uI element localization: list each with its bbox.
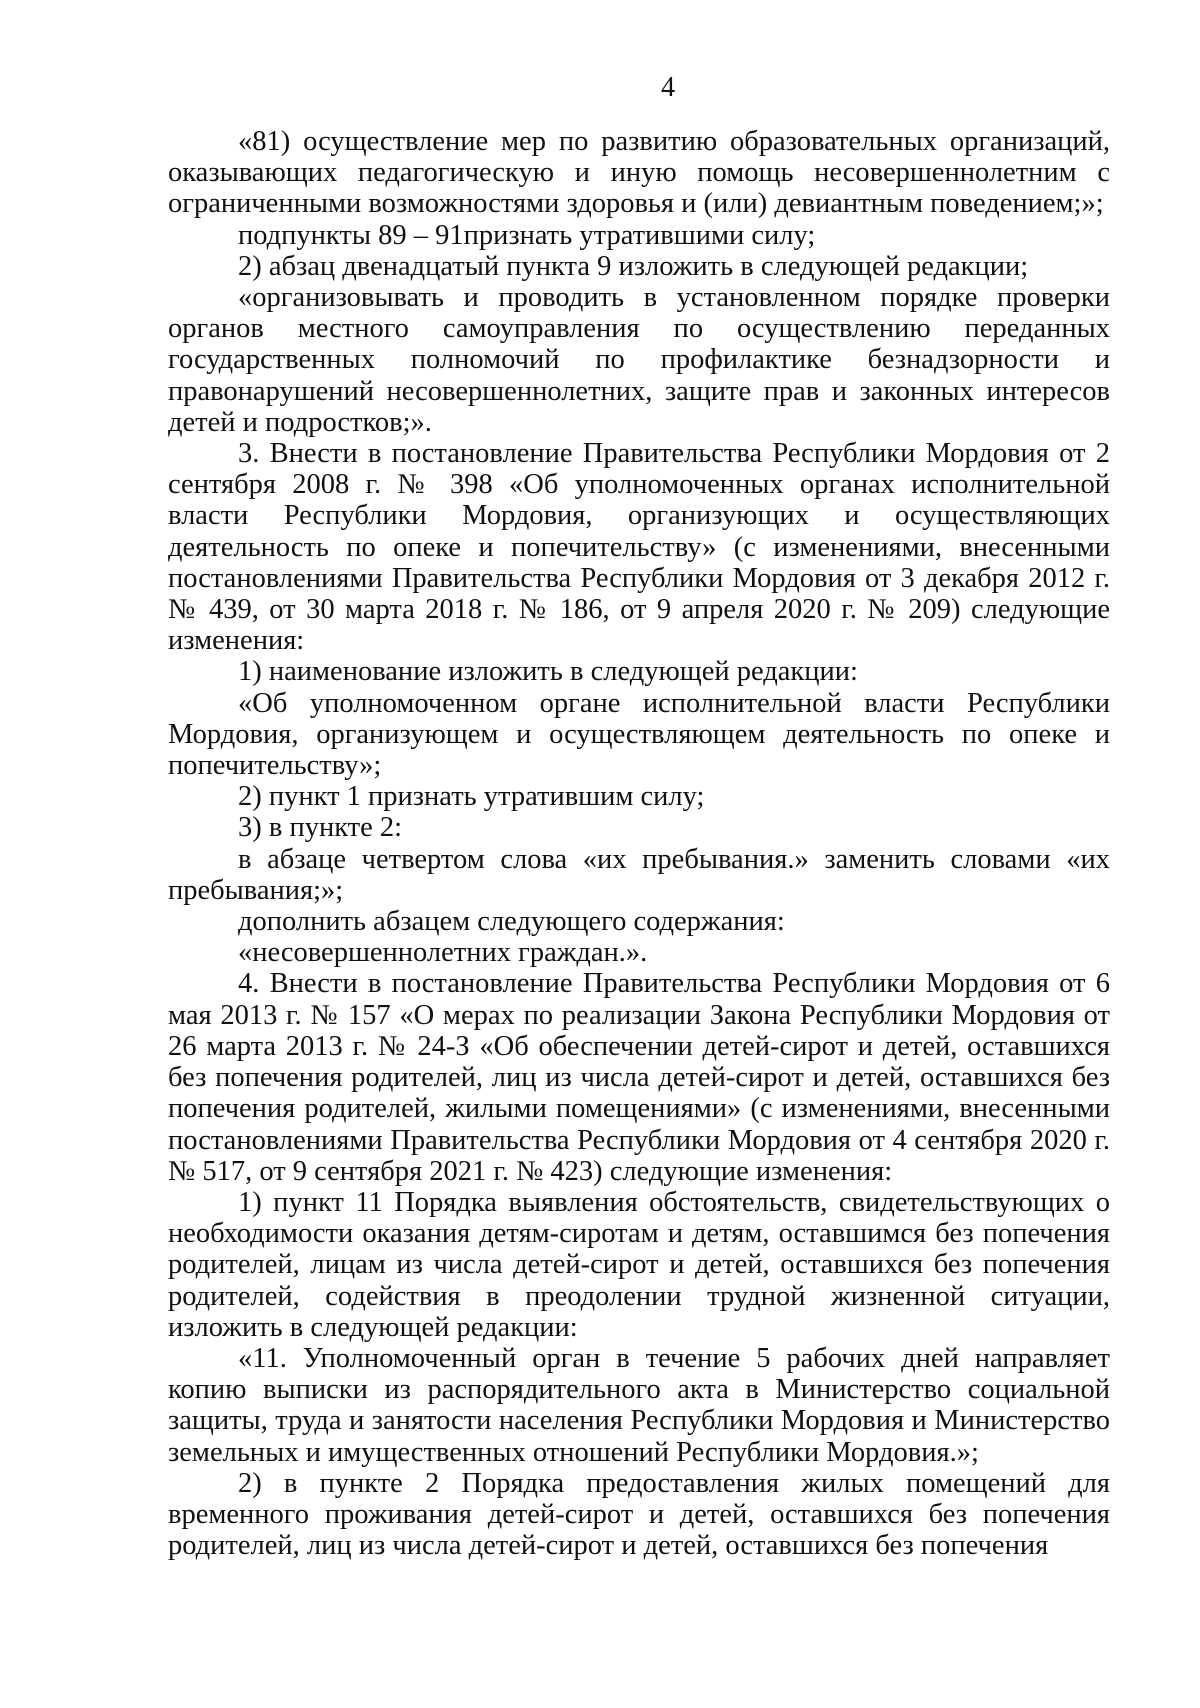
- paragraph-item-3: 3. Внести в постановление Правительства Республики Мордовия от 2 сентября 2008 г. № 398 «Об уполномоченных органах исполнительной власти Республики Мордовия, организующих и осуществляющих деятельность по опеке и попечительству» (с изменениями, внесенными постановлениями Правительства Республики Мордовия от 3 декабря 2012 г. № 439, от 30 марта 2018 г. № 186, от 9 апреля 2020 г. № 209) следующие изменения:: [168, 438, 1110, 657]
- page-number: 4: [661, 72, 675, 103]
- paragraph-item-4-2: 2) в пункте 2 Порядка предоставления жилых помещений для временного проживания детей-сирот и детей, оставшихся без попечения родителей, лиц из числа детей-сирот и детей, оставшихся без попечения: [168, 1467, 1110, 1562]
- paragraph-item-4-1: 1) пункт 11 Порядка выявления обстоятельств, свидетельствующих о необходимости оказания детям-сиротам и детям, оставшимся без попечения родителей, лицам из числа детей-сирот и детей, оставшихся без попечения родителей, содействия в преодолении трудной жизненной ситуации, изложить в следующей редакции:: [168, 1186, 1110, 1343]
- paragraph-item-3-2: 2) пункт 1 признать утратившим силу;: [238, 781, 705, 813]
- paragraph-amendment-2: 2) абзац двенадцатый пункта 9 изложить в следующей редакции;: [238, 250, 1029, 282]
- paragraph-add-clause: дополнить абзацем следующего содержания:: [238, 906, 785, 938]
- paragraph-quoted-item-11: «11. Уполномоченный орган в течение 5 рабочих дней направляет копию выписки из распорядительного акта в Министерство социальной защиты, труда и занятости населения Республики Мордовия и Министерство земельных и имущественных отношений Республики Мордовия.»;: [168, 1342, 1110, 1468]
- paragraph-subitems-repealed: подпункты 89 – 91признать утратившими силу;: [238, 219, 816, 251]
- paragraph-quoted-inspections: «организовывать и проводить в установленном порядке проверки органов местного самоуправления по осуществлению переданных государственных полномочий по профилактике безнадзорности и правонарушений несовершеннолетних, защите прав и законных интересов детей и подростков;».: [168, 282, 1110, 438]
- paragraph-quoted-minors: «несовершеннолетних граждан.».: [238, 937, 648, 969]
- paragraph-item-3-3: 3) в пункте 2:: [238, 812, 403, 844]
- paragraph-quoted-title: «Об уполномоченном органе исполнительной власти Республики Мордовия, организующем и осуществляющем деятельность по опеке и попечительству»;: [168, 687, 1110, 782]
- document-body: [168, 126, 1110, 1561]
- paragraph-item-3-1: 1) наименование изложить в следующей редакции:: [238, 656, 858, 688]
- paragraph-item-4: 4. Внести в постановление Правительства Республики Мордовия от 6 мая 2013 г. № 157 «О мерах по реализации Закона Республики Мордовия от 26 марта 2013 г. № 24-З «Об обеспечении детей-сирот и детей, оставшихся без попечения родителей, лиц из числа детей-сирот и детей, оставшихся без попечения родителей, жилыми помещениями» (с изменениями, внесенными постановлениями Правительства Республики Мордовия от 4 сентября 2020 г. № 517, от 9 сентября 2021 г. № 423) следующие изменения:: [168, 968, 1110, 1187]
- paragraph-fourth-clause: в абзаце четвертом слова «их пребывания.» заменить словами «их пребывания;»;: [168, 843, 1110, 906]
- paragraph-item-81: «81) осуществление мер по развитию образовательных организаций, оказывающих педагогическую и иную помощь несовершеннолетним с ограниченными возможностями здоровья и (или) девиантным поведением;»;: [168, 126, 1110, 220]
